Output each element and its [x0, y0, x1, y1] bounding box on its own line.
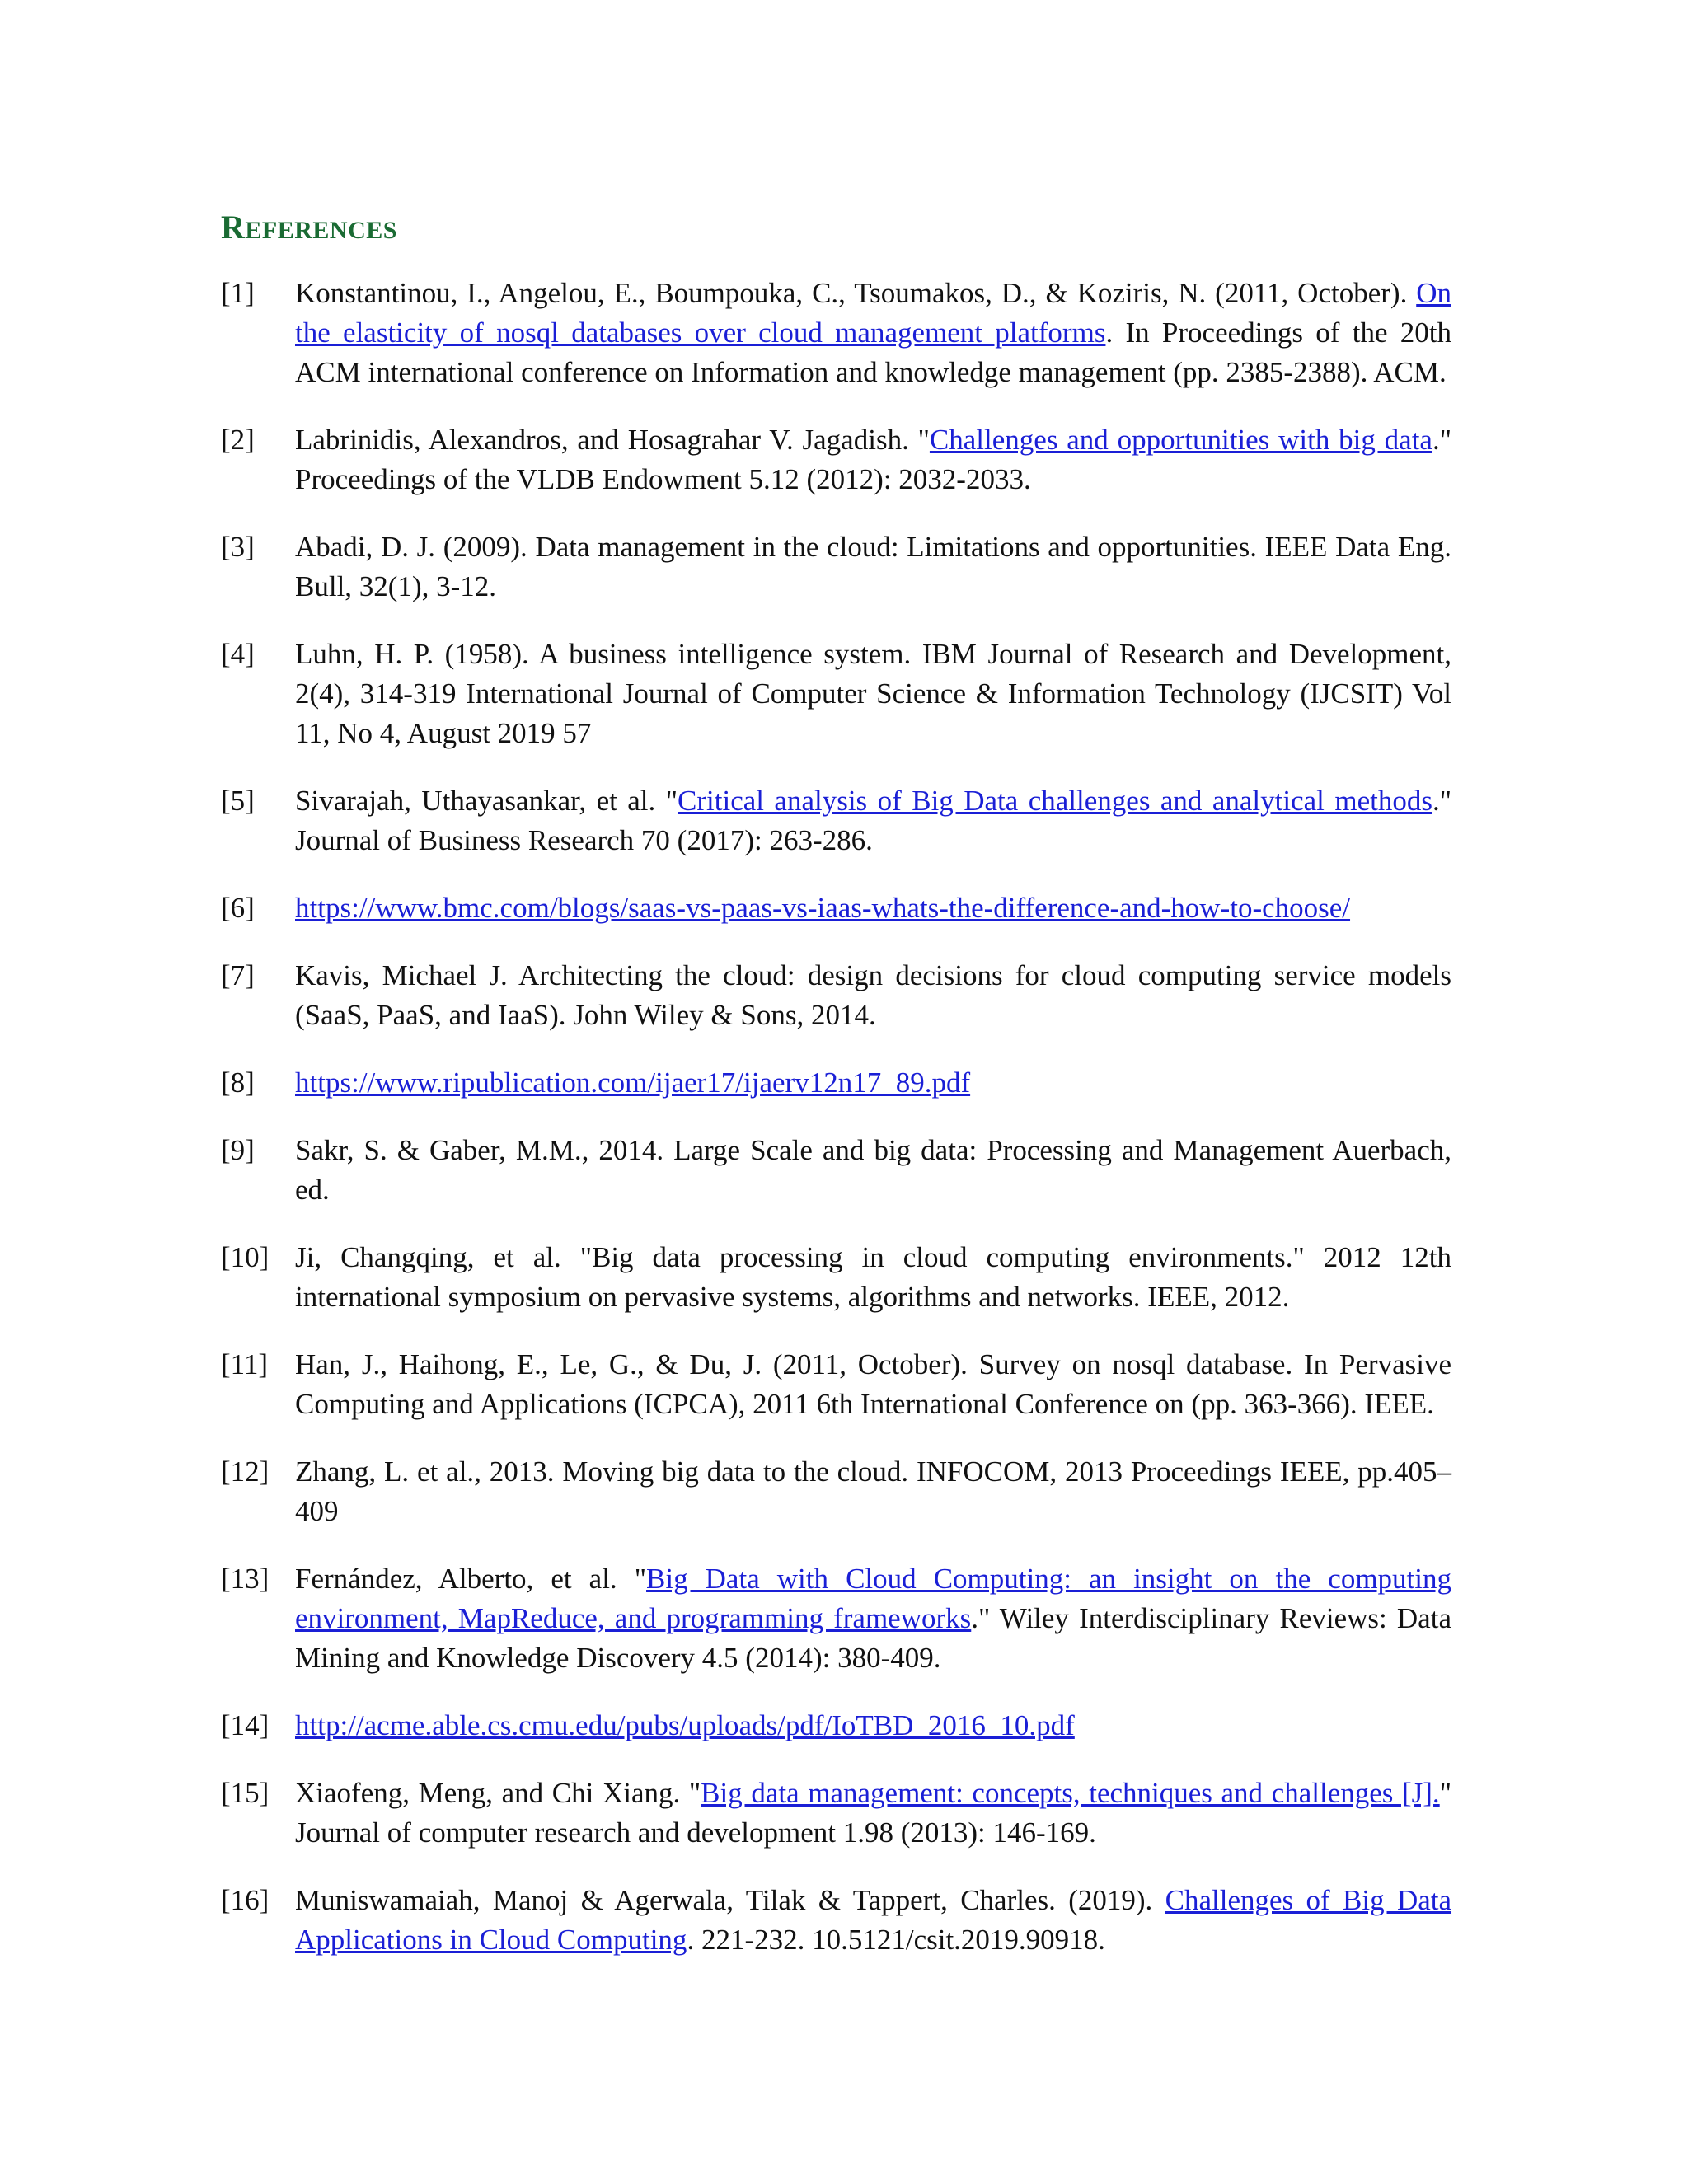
reference-number: [4] [221, 638, 255, 670]
reference-link[interactable]: Challenges of Big Data Applications in Cloud Computing [295, 1884, 1452, 1956]
heading-rest: EFERENCES [245, 217, 397, 244]
reference-list [221, 274, 1451, 1960]
reference-number: [11] [221, 1348, 269, 1380]
reference-item [221, 781, 1451, 860]
reference-item [221, 1706, 1451, 1746]
reference-text [295, 635, 1451, 753]
reference-link[interactable]: On the elasticity of nosql databases over cloud management platforms [295, 277, 1451, 349]
reference-item [221, 956, 1451, 1035]
heading-initial: R [221, 209, 246, 246]
reference-text-segment: . 221-232. 10.5121/csit.2019.90918. [687, 1924, 1105, 1956]
reference-text [295, 1131, 1451, 1210]
reference-text-segment: Han, J., Haihong, E., Le, G., & Du, J. (2011, October). Survey on nosql database. In Pervasive Computing and Applications (ICPCA), 2011 6th International Conference on (pp. 363-366). IEEE. [295, 1348, 1451, 1420]
reference-number: [3] [221, 531, 255, 563]
reference-number: [1] [221, 277, 255, 309]
reference-item [221, 527, 1451, 607]
reference-text-segment: . In Proceedings of the 20th ACM international conference on Information and knowledge management (pp. 2385-2388). ACM. [295, 316, 1451, 388]
reference-text-segment: Muniswamaiah, Manoj & Agerwala, Tilak & Tappert, Charles. (2019). [295, 1884, 1165, 1916]
reference-number: [9] [221, 1134, 255, 1166]
reference-link[interactable]: https://www.ripublication.com/ijaer17/ijaerv12n17_89.pdf [295, 1066, 971, 1099]
reference-number: [6] [221, 892, 255, 924]
reference-text [295, 1345, 1451, 1424]
reference-number: [2] [221, 424, 255, 456]
reference-item [221, 888, 1451, 928]
reference-number: [8] [221, 1066, 255, 1099]
reference-text-segment: Abadi, D. J. (2009). Data management in the cloud: Limitations and opportunities. IEEE Data Eng. Bull, 32(1), 3-12. [295, 531, 1451, 602]
reference-link[interactable]: Challenges and opportunities with big data [929, 424, 1432, 456]
reference-text [295, 1238, 1451, 1317]
reference-item [221, 1452, 1451, 1531]
reference-text-segment: ." Wiley Interdisciplinary Reviews: Data Mining and Knowledge Discovery 4.5 (2014): 380-409. [295, 1602, 1451, 1674]
reference-link[interactable]: http://acme.able.cs.cmu.edu/pubs/uploads/pdf/IoTBD_2016_10.pdf [295, 1709, 1075, 1741]
reference-link[interactable]: https://www.bmc.com/blogs/saas-vs-paas-vs-iaas-whats-the-difference-and-how-to-choose/ [295, 892, 1351, 924]
reference-item [221, 635, 1451, 753]
reference-number: [12] [221, 1455, 270, 1488]
reference-text-segment: Fernández, Alberto, et al. " [295, 1563, 647, 1595]
reference-text [295, 956, 1451, 1035]
reference-number: [7] [221, 959, 255, 991]
reference-text-segment: Sivarajah, Uthayasankar, et al. " [295, 785, 678, 817]
reference-text [295, 1452, 1451, 1531]
reference-number: [13] [221, 1563, 270, 1595]
reference-item [221, 1131, 1451, 1210]
reference-text-segment: Zhang, L. et al., 2013. Moving big data to the cloud. INFOCOM, 2013 Proceedings IEEE, pp.405–409 [295, 1455, 1451, 1527]
reference-text [295, 420, 1451, 499]
reference-text [295, 527, 1451, 607]
reference-number: [15] [221, 1777, 270, 1809]
reference-item [221, 420, 1451, 499]
reference-text-segment: Sakr, S. & Gaber, M.M., 2014. Large Scale and big data: Processing and Management Auerbach, ed. [295, 1134, 1451, 1206]
reference-number: [14] [221, 1709, 270, 1741]
reference-text [295, 888, 1451, 928]
reference-link[interactable]: Big data management: concepts, techniques and challenges [J]. [701, 1777, 1440, 1809]
reference-text [295, 1706, 1451, 1746]
references-page [221, 208, 1451, 1988]
reference-text [295, 1559, 1451, 1678]
reference-text-segment: ." Journal of Business Research 70 (2017): 263-286. [295, 785, 1451, 856]
reference-item [221, 1559, 1451, 1678]
reference-text-segment: Luhn, H. P. (1958). A business intelligence system. IBM Journal of Research and Development, 2(4), 314-319 International Journal of Computer Science & Information Technology (IJCSIT) Vol 11, No 4, August 2019 57 [295, 638, 1451, 749]
reference-text [295, 1774, 1451, 1853]
reference-text [295, 274, 1451, 392]
reference-text-segment: Konstantinou, I., Angelou, E., Boumpouka, C., Tsoumakos, D., & Koziris, N. (2011, October). [295, 277, 1417, 309]
reference-text-segment: Kavis, Michael J. Architecting the cloud: design decisions for cloud computing service models (SaaS, PaaS, and IaaS). John Wiley & Sons, 2014. [295, 959, 1451, 1031]
reference-text-segment: Labrinidis, Alexandros, and Hosagrahar V. Jagadish. " [295, 424, 930, 456]
reference-text-segment: Xiaofeng, Meng, and Chi Xiang. " [295, 1777, 701, 1809]
references-heading [221, 208, 1451, 251]
reference-item [221, 1238, 1451, 1317]
reference-item [221, 1063, 1451, 1103]
reference-text [295, 1881, 1451, 1960]
reference-number: [5] [221, 785, 255, 817]
reference-item [221, 1345, 1451, 1424]
reference-link[interactable]: Big Data with Cloud Computing: an insight on the computing environment, MapReduce, and programming frameworks [295, 1563, 1452, 1634]
reference-text [295, 1063, 1451, 1103]
reference-text-segment: ." Proceedings of the VLDB Endowment 5.12 (2012): 2032-2033. [295, 424, 1451, 495]
reference-text-segment: " Journal of computer research and development 1.98 (2013): 146-169. [295, 1777, 1451, 1849]
reference-item [221, 1881, 1451, 1960]
reference-number: [10] [221, 1241, 270, 1273]
reference-item [221, 274, 1451, 392]
reference-text-segment: Ji, Changqing, et al. "Big data processing in cloud computing environments." 2012 12th international symposium on pervasive systems, algorithms and networks. IEEE, 2012. [295, 1241, 1451, 1313]
reference-link[interactable]: Critical analysis of Big Data challenges and analytical methods [678, 785, 1432, 817]
reference-text [295, 781, 1451, 860]
reference-item [221, 1774, 1451, 1853]
reference-number: [16] [221, 1884, 270, 1916]
